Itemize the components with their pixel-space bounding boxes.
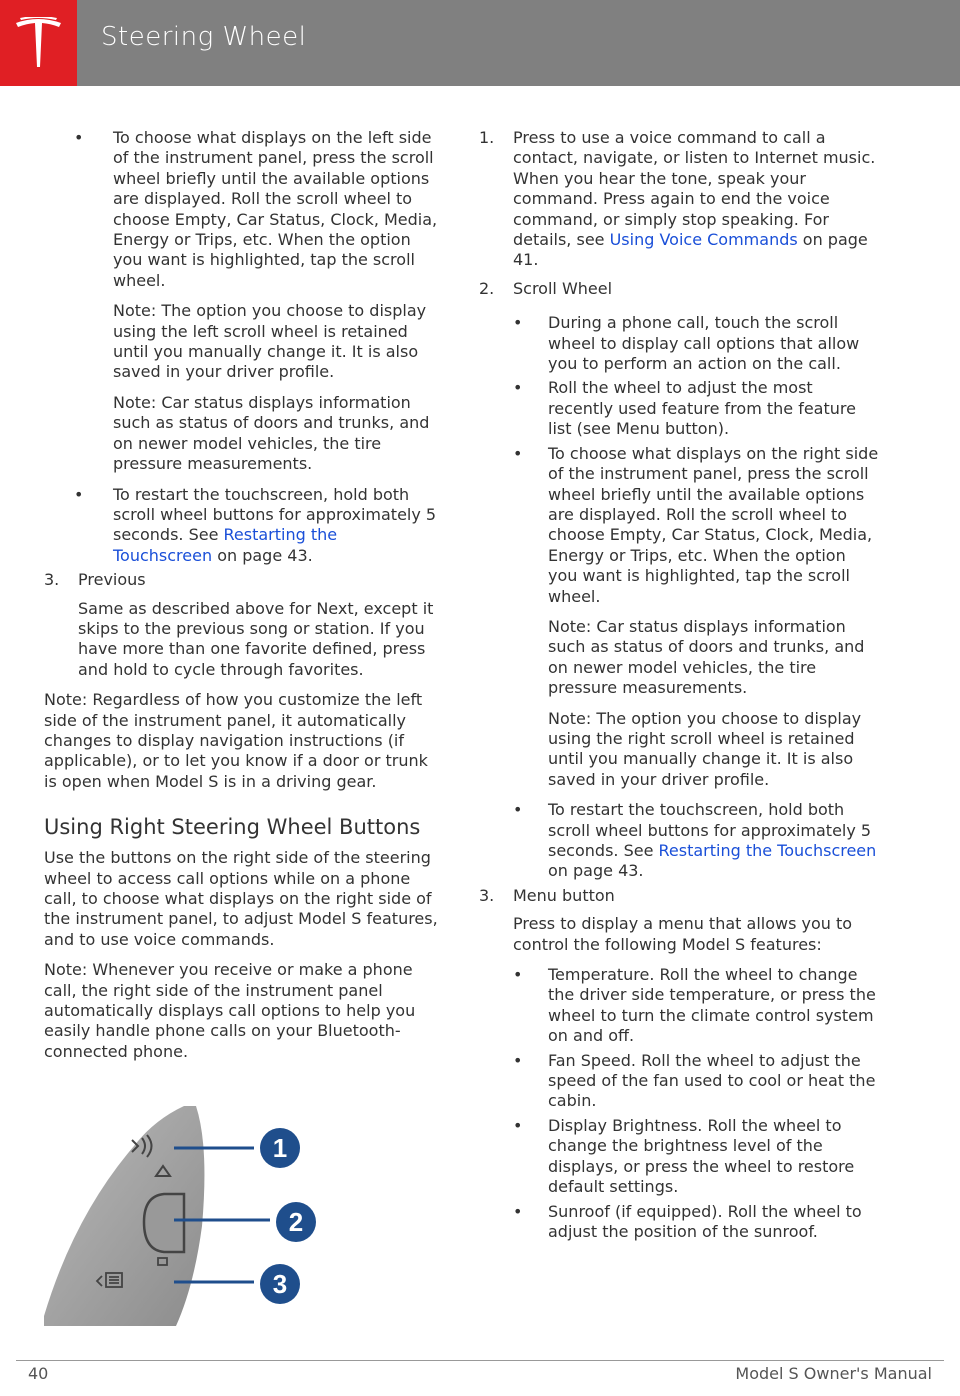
bullet-icon: • bbox=[513, 378, 523, 398]
using-voice-commands-link[interactable]: Using Voice Commands bbox=[609, 230, 798, 250]
numbered-item-body: Same as described above for Next, except it skips to the previous song or station. If you have more than one favorite defined, press and hold to cycle through favorites. bbox=[78, 598, 434, 679]
numbered-item: 3. Previous bbox=[44, 570, 146, 590]
section-heading: Using Right Steering Wheel Buttons bbox=[44, 815, 421, 840]
note: Note: Regardless of how you customize the left side of the instrument panel, it automatically changes to display navigation instructions (if applicable), or to let you know if a door or trunk is open when Model S is in a driving gear. bbox=[44, 690, 428, 791]
bullet-icon: • bbox=[513, 1115, 523, 1135]
list-item: • Roll the wheel to adjust the most recently used feature from the feature list (see Menu button). bbox=[513, 378, 856, 439]
list-item: • To restart the touchscreen, hold both scroll wheel buttons for approximately 5 seconds. See Restarting the Touchscreen on page 43. bbox=[74, 484, 437, 565]
note: Note: Car status displays information such as status of doors and trunks, and on newer model vehicles, the tire pressure measurements. bbox=[113, 392, 430, 474]
list-item: • Display Brightness. Roll the wheel to change the brightness level of the displays, or press the wheel to restore default settings. bbox=[513, 1115, 855, 1197]
list-item: • Temperature. Roll the wheel to change the driver side temperature, or press the wheel to turn the climate control system on and off. bbox=[513, 965, 876, 1046]
list-item: • Sunroof (if equipped). Roll the wheel to adjust the position of the sunroof. bbox=[513, 1201, 862, 1241]
list-item: • During a phone call, touch the scroll wheel to display call options that allow you to perform an action on the call. bbox=[513, 313, 860, 374]
bullet-icon: • bbox=[513, 800, 523, 820]
right-column bbox=[479, 128, 879, 1246]
note: Note: The option you choose to display using the right scroll wheel is retained until you manually change it. It is also saved in your driver profile. bbox=[548, 708, 862, 789]
scroll-wheel-icon bbox=[144, 1194, 184, 1252]
page-number: 40 bbox=[28, 1364, 49, 1383]
tesla-logo bbox=[0, 0, 77, 86]
paragraph: Use the buttons on the right side of the steering wheel to access call options while on a phone call, to choose what displays on the right side of the instrument panel, to adjust Model S features, and to use voice commands. bbox=[44, 848, 438, 949]
list-item: • Fan Speed. Roll the wheel to adjust the speed of the fan used to cool or heat the cabin. bbox=[513, 1050, 876, 1111]
left-column bbox=[44, 128, 439, 1072]
list-item: • To choose what displays on the right side of the instrument panel, press the scroll wheel briefly until the available options are displayed. Roll the scroll wheel to choose Empty, Car Status, Clock, Media, Energy or Trips, etc. When the option you want is highlighted, tap the scroll wheel. bbox=[513, 443, 879, 606]
callout-label-1: 1 bbox=[272, 1133, 288, 1163]
numbered-item: 1. Press to use a voice command to call a contact, navigate, or listen to Internet music. When you hear the tone, speak your command. Press again to end the voice command, or simply stop speaking. For details, see Using Voice Commands on page 41. bbox=[479, 128, 876, 270]
tesla-t-icon bbox=[14, 17, 63, 69]
callout-label-2: 2 bbox=[288, 1207, 304, 1237]
bullet-icon: • bbox=[513, 1201, 523, 1221]
list-item: • To restart the touchscreen, hold both scroll wheel buttons for approximately 5 seconds. See Restarting the Touchscreen on page 43. bbox=[513, 800, 877, 881]
note: Note: The option you choose to display using the left scroll wheel is retained until you manually change it. It is also saved in your driver profile. bbox=[113, 301, 427, 382]
restarting-touchscreen-link[interactable]: Restarting the Touchscreen bbox=[113, 525, 338, 565]
numbered-item-body: Press to display a menu that allows you to control the following Model S features: bbox=[513, 914, 853, 954]
note: Note: Car status displays information such as status of doors and trunks, and on newer model vehicles, the tire pressure measurements. bbox=[548, 616, 865, 698]
bullet-icon: • bbox=[513, 1050, 523, 1070]
list-item: • To choose what displays on the left side of the instrument panel, press the scroll wheel briefly until the available options are displayed. Roll the scroll wheel to choose Empty, Car Status, Clock, Media, Energy or Trips, etc. When the option you want is highlighted, tap the scroll wheel. bbox=[74, 128, 438, 290]
numbered-item: 2. Scroll Wheel bbox=[479, 278, 613, 298]
note: Note: Whenever you receive or make a phone call, the right side of the instrument panel automatically displays call options to help you easily handle phone calls on your Bluetooth-connected phone. bbox=[44, 960, 416, 1061]
page-header bbox=[0, 0, 960, 86]
bullet-icon: • bbox=[513, 313, 523, 333]
callout-label-3: 3 bbox=[272, 1269, 288, 1299]
right-steering-buttons-figure bbox=[44, 1106, 340, 1328]
restarting-touchscreen-link[interactable]: Restarting the Touchscreen bbox=[658, 841, 877, 860]
bullet-icon: • bbox=[74, 484, 84, 504]
numbered-item: 3. Menu button bbox=[479, 885, 615, 905]
page-title: Steering Wheel bbox=[101, 22, 307, 52]
bullet-icon: • bbox=[74, 128, 84, 147]
bullet-icon: • bbox=[513, 965, 523, 985]
manual-title: Model S Owner's Manual bbox=[735, 1364, 932, 1383]
footer-divider bbox=[16, 1360, 944, 1361]
bullet-icon: • bbox=[513, 443, 523, 463]
